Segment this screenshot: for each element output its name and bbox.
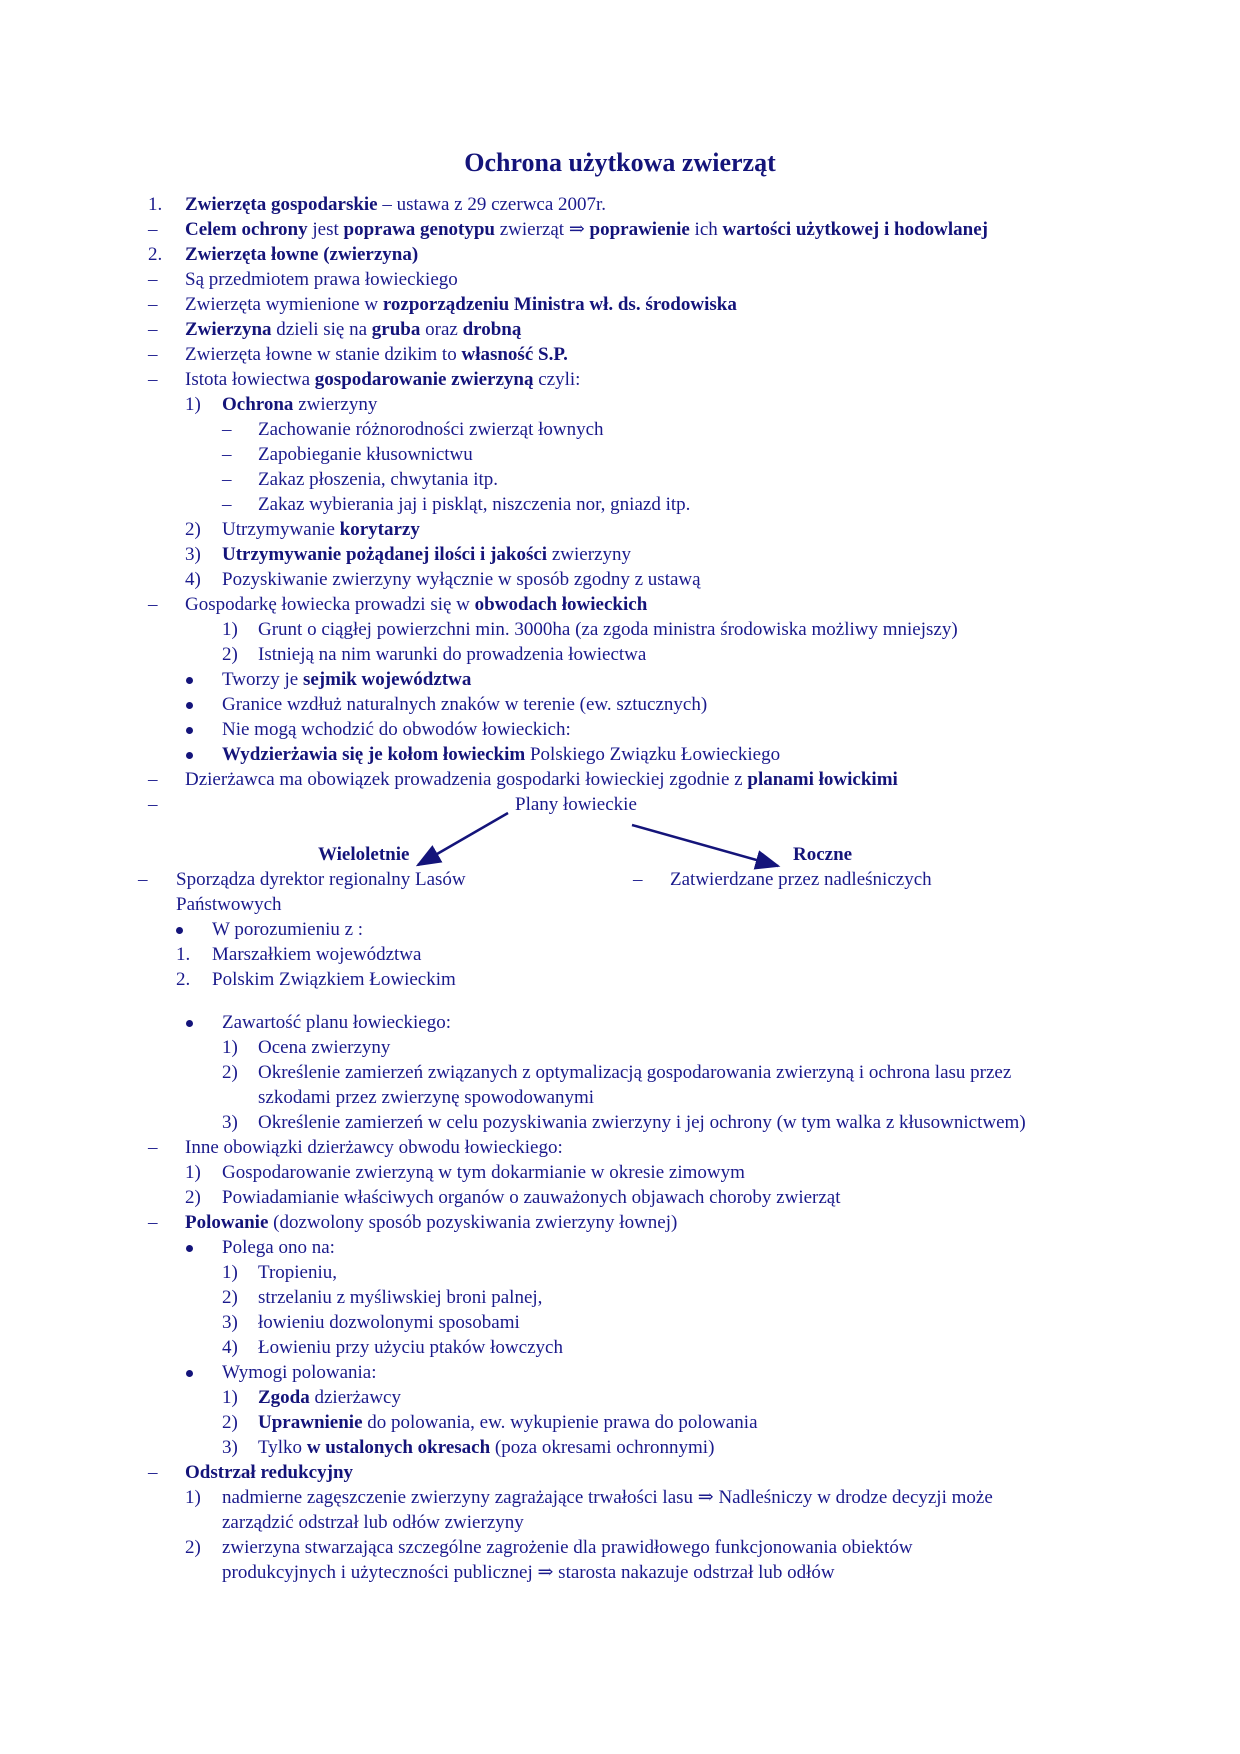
document-line [258, 1336, 563, 1360]
list-marker: – [148, 1462, 158, 1483]
text-run: Plany łowieckie [515, 794, 637, 815]
document-line [176, 868, 466, 892]
document-line [222, 718, 571, 742]
text-run: produkcyjnych i użyteczności publicznej ⇒ starosta nakazuje odstrzał lub odłów [222, 1562, 835, 1583]
text-run: Gospodarowanie zwierzyną w tym dokarmianie w okresie zimowym [222, 1162, 745, 1183]
text-run: zwierzyny [293, 394, 378, 415]
document-line [258, 1261, 337, 1285]
text-run: Określenie zamierzeń związanych z optymalizacją gospodarowania zwierzyną i ochrona lasu przez [258, 1062, 1012, 1083]
document-line [185, 193, 606, 217]
document-line [258, 468, 498, 492]
text-run: Polega ono na: [222, 1237, 335, 1258]
document-line [185, 243, 418, 267]
text-run: dzieli się na [271, 319, 372, 340]
text-run: Zachowanie różnorodności zwierząt łownych [258, 419, 604, 440]
list-marker: – [222, 469, 232, 490]
text-run: ich [689, 219, 723, 240]
bold-text: Roczne [793, 844, 853, 865]
text-run: Utrzymywanie [222, 519, 340, 540]
list-marker: 1) [222, 1037, 238, 1058]
text-run: – ustawa z 29 czerwca 2007r. [377, 194, 607, 215]
text-run: (dozwolony sposób pozyskiwania zwierzyny łownej) [268, 1212, 678, 1233]
document-line [185, 368, 580, 392]
text-run: Zakaz płoszenia, chwytania itp. [258, 469, 499, 490]
document-line [185, 293, 737, 317]
text-run: Granice wzdłuż naturalnych znaków w terenie (ew. sztucznych) [222, 694, 708, 715]
bold-text: Uprawnienie [258, 1412, 363, 1433]
document-line [258, 1061, 1011, 1085]
bold-text: drobną [462, 319, 522, 340]
text-run: Powiadamianie właściwych organów o zauważonych objawach choroby zwierząt [222, 1187, 841, 1208]
document-line [258, 1386, 401, 1410]
text-run: szkodami przez zwierzynę spowodowanymi [258, 1087, 595, 1108]
list-marker: – [138, 869, 148, 890]
arrow-left [418, 813, 508, 865]
list-marker: – [148, 794, 158, 815]
text-run: Zwierzęta łowne w stanie dzikim to [185, 344, 462, 365]
text-run: (poza okresami ochronnymi) [490, 1437, 715, 1458]
bold-text: poprawa genotypu [343, 219, 495, 240]
bold-text: Odstrzał redukcyjny [185, 1462, 354, 1483]
list-marker: – [148, 294, 158, 315]
document-line [258, 1111, 1026, 1135]
text-run: Tworzy je [222, 669, 303, 690]
document-line [185, 1211, 677, 1235]
document-line [258, 418, 604, 442]
document-line [222, 393, 377, 417]
list-marker: – [148, 344, 158, 365]
list-marker: – [148, 1137, 158, 1158]
document-line [222, 1486, 993, 1510]
bold-text: Zwierzyna [185, 319, 272, 340]
list-marker: 2) [222, 1062, 238, 1083]
document-line [258, 1411, 758, 1435]
bullet-icon [186, 677, 193, 684]
text-run: jest [307, 219, 344, 240]
list-marker: – [222, 444, 232, 465]
document-line [212, 943, 421, 967]
text-run: Państwowych [176, 894, 282, 915]
list-marker: – [148, 319, 158, 340]
text-run: Tropieniu, [258, 1262, 338, 1283]
list-marker: 3) [222, 1312, 238, 1333]
document-line [222, 518, 420, 542]
list-marker: 1) [185, 1487, 201, 1508]
text-run: do polowania, ew. wykupienie prawa do polowania [362, 1412, 758, 1433]
bold-text: gruba [371, 319, 421, 340]
document-line [222, 743, 780, 767]
document-line [212, 918, 363, 942]
document-line [176, 893, 282, 917]
bold-text: Wydzierżawia się je kołom łowieckim [222, 744, 526, 765]
list-marker: 1) [185, 394, 201, 415]
document-line [258, 493, 690, 517]
bold-text: obwodach łowieckich [474, 594, 648, 615]
text-run: Polskiego Związku Łowieckiego [525, 744, 781, 765]
document-line [318, 843, 409, 867]
text-run: Istnieją na nim warunki do prowadzenia łowiectwa [258, 644, 647, 665]
bold-text: Zwierzęta łowne (zwierzyna) [185, 244, 419, 265]
document-line [222, 1561, 835, 1585]
bullet-icon [176, 927, 183, 934]
list-marker: 4) [222, 1337, 238, 1358]
document-line [222, 1361, 377, 1385]
text-run: łowieniu dozwolonymi sposobami [258, 1312, 520, 1333]
bold-text: Wieloletnie [318, 844, 410, 865]
list-marker: 4) [185, 569, 201, 590]
text-run: zwierzyny [547, 544, 631, 565]
bullet-icon [186, 727, 193, 734]
document-line [258, 1286, 542, 1310]
document-line [222, 1236, 335, 1260]
text-run: czyli: [533, 369, 581, 390]
document-line [222, 668, 471, 692]
list-marker: – [222, 494, 232, 515]
text-run: nadmierne zagęszczenie zwierzyny zagrażające trwałości lasu ⇒ Nadleśniczy w drodze decyzji może [222, 1487, 993, 1508]
bold-text: wartości użytkowej i hodowlanej [722, 219, 988, 240]
bold-text: Zgoda [258, 1387, 310, 1408]
list-marker: 2) [185, 1537, 201, 1558]
document-line [222, 1511, 524, 1535]
text-run: Określenie zamierzeń w celu pozyskiwania zwierzyny i jej ochrony (w tym walka z kłusownictwem) [258, 1112, 1026, 1133]
text-run: Łowieniu przy użyciu ptaków łowczych [258, 1337, 563, 1358]
document-line [185, 1461, 353, 1485]
bold-text: poprawienie [589, 219, 690, 240]
list-marker: – [222, 419, 232, 440]
document-line [185, 593, 647, 617]
text-run: Marszałkiem województwa [212, 944, 422, 965]
bold-text: Zwierzęta gospodarskie [185, 194, 378, 215]
text-run: strzelaniu z myśliwskiej broni palnej, [258, 1287, 543, 1308]
list-marker: 1. [148, 194, 163, 215]
text-run: Zakaz wybierania jaj i piskląt, niszczenia nor, gniazd itp. [258, 494, 691, 515]
bullet-icon [186, 702, 193, 709]
bold-text: sejmik województwa [302, 669, 472, 690]
text-run: Nie mogą wchodzić do obwodów łowieckich: [222, 719, 571, 740]
list-marker: – [148, 594, 158, 615]
document-line [258, 618, 958, 642]
list-marker: 3) [185, 544, 201, 565]
document-line [185, 1136, 563, 1160]
document-line [185, 218, 988, 242]
text-run: zarządzić odstrzał lub odłów zwierzyny [222, 1512, 524, 1533]
bold-text: rozporządzeniu Ministra wł. ds. środowiska [382, 294, 737, 315]
list-marker: 2) [222, 1287, 238, 1308]
text-run: W porozumieniu z : [212, 919, 364, 940]
text-run: Sporządza dyrektor regionalny Lasów [176, 869, 466, 890]
text-run: zwierzyna stwarzająca szczególne zagrożenie dla prawidłowego funkcjonowania obiektów [222, 1537, 913, 1558]
document-line [258, 1086, 594, 1110]
text-run: Zwierzęta wymienione w [185, 294, 383, 315]
list-marker: 3) [222, 1112, 238, 1133]
list-marker: – [148, 1212, 158, 1233]
text-run: oraz [420, 319, 463, 340]
text-run: Inne obowiązki dzierżawcy obwodu łowieckiego: [185, 1137, 563, 1158]
bold-text: własność S.P. [461, 344, 568, 365]
document-line [793, 843, 852, 867]
document-line [185, 268, 458, 292]
list-marker: – [148, 369, 158, 390]
document-line [212, 968, 456, 992]
text-run: Dzierżawca ma obowiązek prowadzenia gospodarki łowieckiej zgodnie z [185, 769, 748, 790]
bullet-icon [186, 1020, 193, 1027]
document-line [258, 1036, 390, 1060]
list-marker: 2) [222, 644, 238, 665]
list-marker: 1) [222, 1387, 238, 1408]
bold-text: gospodarowanie zwierzyną [314, 369, 534, 390]
text-run: Istota łowiectwa [185, 369, 315, 390]
document-line [515, 793, 637, 817]
document-line [222, 568, 701, 592]
document-line [185, 768, 898, 792]
list-marker: 3) [222, 1437, 238, 1458]
list-marker: 1) [185, 1162, 201, 1183]
bold-text: Polowanie [185, 1212, 269, 1233]
list-marker: 1. [176, 944, 191, 965]
list-marker: 2. [148, 244, 163, 265]
list-marker: 2) [185, 1187, 201, 1208]
document-line [222, 543, 631, 567]
document-line [185, 343, 568, 367]
list-marker: – [148, 219, 158, 240]
arrow-right [632, 825, 778, 866]
list-marker: 2. [176, 969, 191, 990]
document-line [670, 868, 932, 892]
text-run: Wymogi polowania: [222, 1362, 377, 1383]
bullet-icon [186, 752, 193, 759]
list-marker: – [633, 869, 643, 890]
document-line [222, 693, 707, 717]
text-run: Są przedmiotem prawa łowieckiego [185, 269, 458, 290]
text-run: Grunt o ciągłej powierzchni min. 3000ha (za zgoda ministra środowiska możliwy mniejszy) [258, 619, 958, 640]
bold-text: Celem ochrony [185, 219, 308, 240]
document-line [222, 1186, 841, 1210]
bold-text: w ustalonych okresach [306, 1437, 491, 1458]
document-line [185, 318, 521, 342]
text-run: Pozyskiwanie zwierzyny wyłącznie w sposób zgodny z ustawą [222, 569, 701, 590]
list-marker: 1) [222, 1262, 238, 1283]
document-line [222, 1011, 451, 1035]
document-line [258, 1436, 714, 1460]
document-line [222, 1161, 745, 1185]
bullet-icon [186, 1245, 193, 1252]
list-marker: 2) [185, 519, 201, 540]
text-run: zwierząt ⇒ [495, 219, 590, 240]
document-line [258, 443, 473, 467]
bold-text: korytarzy [339, 519, 420, 540]
text-run: dzierżawcy [309, 1387, 401, 1408]
text-run: Polskim Związkiem Łowieckim [212, 969, 456, 990]
document-line [258, 643, 646, 667]
bold-text: Ochrona [222, 394, 294, 415]
document-line [222, 1536, 913, 1560]
text-run: Ocena zwierzyny [258, 1037, 391, 1058]
list-marker: – [148, 269, 158, 290]
text-run: Tylko [258, 1437, 307, 1458]
bold-text: planami łowickimi [747, 769, 898, 790]
text-run: Zawartość planu łowieckiego: [222, 1012, 451, 1033]
bold-text: Utrzymywanie pożądanej ilości i jakości [222, 544, 548, 565]
text-run: Zatwierdzane przez nadleśniczych [670, 869, 932, 890]
text-run: Zapobieganie kłusownictwu [258, 444, 473, 465]
list-marker: 1) [222, 619, 238, 640]
bullet-icon [186, 1370, 193, 1377]
document-line [258, 1311, 520, 1335]
list-marker: 2) [222, 1412, 238, 1433]
list-marker: – [148, 769, 158, 790]
page-title: Ochrona użytkowa zwierząt [464, 148, 776, 177]
text-run: Gospodarkę łowiecka prowadzi się w [185, 594, 475, 615]
